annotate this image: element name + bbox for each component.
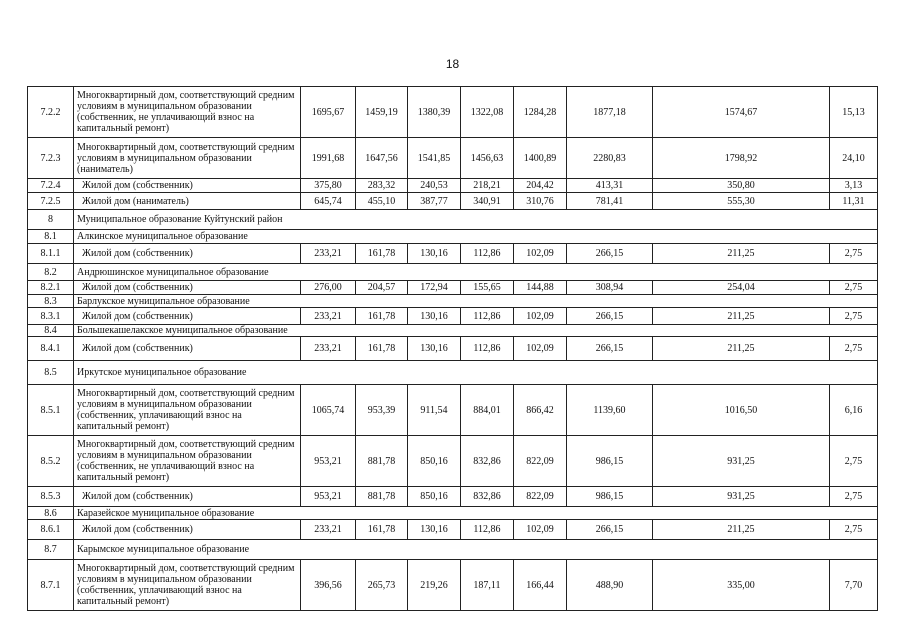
value-cell: 1284,28 (514, 87, 567, 138)
row-number: 8.7 (28, 540, 74, 560)
value-cell: 387,77 (408, 193, 461, 210)
value-cell: 2,75 (830, 487, 878, 507)
value-cell: 265,73 (356, 560, 408, 611)
value-cell: 396,56 (301, 560, 356, 611)
section-row (28, 210, 878, 230)
housing-type: Многоквартирный дом, соответствующий средним условиям в муниципальном образовании (наниматель) (74, 138, 301, 179)
table-row (28, 436, 878, 487)
value-cell: 822,09 (514, 436, 567, 487)
value-cell: 24,10 (830, 138, 878, 179)
value-cell: 102,09 (514, 337, 567, 361)
value-cell: 187,11 (461, 560, 514, 611)
value-cell: 1322,08 (461, 87, 514, 138)
value-cell: 204,42 (514, 179, 567, 193)
table-row (28, 560, 878, 611)
housing-type: Жилой дом (собственник) (74, 487, 301, 507)
value-cell: 866,42 (514, 385, 567, 436)
value-cell: 1695,67 (301, 87, 356, 138)
table-body (28, 87, 878, 611)
section-row (28, 325, 878, 337)
value-cell: 2,75 (830, 520, 878, 540)
table-row (28, 87, 878, 138)
value-cell: 1459,19 (356, 87, 408, 138)
value-cell: 310,76 (514, 193, 567, 210)
section-row (28, 230, 878, 244)
row-number: 8.7.1 (28, 560, 74, 611)
value-cell: 102,09 (514, 244, 567, 264)
table-row (28, 337, 878, 361)
value-cell: 1647,56 (356, 138, 408, 179)
housing-type: Многоквартирный дом, соответствующий средним условиям в муниципальном образовании (собственник, не уплачивающий взнос на капитальный ремонт) (74, 87, 301, 138)
value-cell: 204,57 (356, 281, 408, 295)
row-number: 8.3.1 (28, 308, 74, 325)
value-cell: 283,32 (356, 179, 408, 193)
value-cell: 555,30 (653, 193, 830, 210)
table-row (28, 193, 878, 210)
value-cell: 832,86 (461, 436, 514, 487)
section-title: Иркутское муниципальное образование (74, 361, 878, 385)
section-title: Большекашелакское муниципальное образование (74, 325, 878, 337)
value-cell: 953,39 (356, 385, 408, 436)
value-cell: 822,09 (514, 487, 567, 507)
value-cell: 161,78 (356, 308, 408, 325)
value-cell: 1139,60 (567, 385, 653, 436)
value-cell: 2,75 (830, 436, 878, 487)
value-cell: 1065,74 (301, 385, 356, 436)
section-title: Андрюшинское муниципальное образование (74, 264, 878, 281)
value-cell: 211,25 (653, 337, 830, 361)
value-cell: 2,75 (830, 337, 878, 361)
table-row (28, 487, 878, 507)
housing-type: Жилой дом (собственник) (74, 244, 301, 264)
value-cell: 911,54 (408, 385, 461, 436)
value-cell: 1541,85 (408, 138, 461, 179)
section-title: Каразейское муниципальное образование (74, 507, 878, 520)
value-cell: 233,21 (301, 308, 356, 325)
value-cell: 1456,63 (461, 138, 514, 179)
value-cell: 112,86 (461, 520, 514, 540)
value-cell: 2280,83 (567, 138, 653, 179)
value-cell: 130,16 (408, 520, 461, 540)
section-title: Барлукское муниципальное образование (74, 295, 878, 308)
value-cell: 645,74 (301, 193, 356, 210)
value-cell: 233,21 (301, 244, 356, 264)
value-cell: 881,78 (356, 487, 408, 507)
page-number: 18 (445, 57, 460, 71)
value-cell: 455,10 (356, 193, 408, 210)
value-cell: 986,15 (567, 436, 653, 487)
value-cell: 931,25 (653, 487, 830, 507)
row-number: 7.2.5 (28, 193, 74, 210)
value-cell: 112,86 (461, 308, 514, 325)
row-number: 8.1 (28, 230, 74, 244)
value-cell: 6,16 (830, 385, 878, 436)
table-row (28, 244, 878, 264)
value-cell: 211,25 (653, 520, 830, 540)
value-cell: 931,25 (653, 436, 830, 487)
value-cell: 166,44 (514, 560, 567, 611)
row-number: 8.6.1 (28, 520, 74, 540)
row-number: 8.6 (28, 507, 74, 520)
section-title: Алкинское муниципальное образование (74, 230, 878, 244)
value-cell: 155,65 (461, 281, 514, 295)
value-cell: 219,26 (408, 560, 461, 611)
value-cell: 340,91 (461, 193, 514, 210)
housing-type: Многоквартирный дом, соответствующий средним условиям в муниципальном образовании (собственник, не уплачивающий взнос на капитальный ремонт) (74, 436, 301, 487)
value-cell: 832,86 (461, 487, 514, 507)
value-cell: 144,88 (514, 281, 567, 295)
value-cell: 112,86 (461, 244, 514, 264)
section-title: Муниципальное образование Куйтунский район (74, 210, 878, 230)
row-number: 8.5 (28, 361, 74, 385)
value-cell: 161,78 (356, 520, 408, 540)
tariff-table (27, 86, 878, 611)
value-cell: 308,94 (567, 281, 653, 295)
value-cell: 130,16 (408, 337, 461, 361)
value-cell: 112,86 (461, 337, 514, 361)
housing-type: Жилой дом (собственник) (74, 179, 301, 193)
value-cell: 881,78 (356, 436, 408, 487)
section-row (28, 361, 878, 385)
value-cell: 7,70 (830, 560, 878, 611)
section-row (28, 540, 878, 560)
row-number: 8.2.1 (28, 281, 74, 295)
value-cell: 211,25 (653, 244, 830, 264)
value-cell: 211,25 (653, 308, 830, 325)
row-number: 8.2 (28, 264, 74, 281)
table-row (28, 520, 878, 540)
value-cell: 2,75 (830, 244, 878, 264)
value-cell: 130,16 (408, 244, 461, 264)
value-cell: 953,21 (301, 487, 356, 507)
row-number: 8.4.1 (28, 337, 74, 361)
value-cell: 102,09 (514, 520, 567, 540)
value-cell: 2,75 (830, 308, 878, 325)
value-cell: 254,04 (653, 281, 830, 295)
value-cell: 266,15 (567, 337, 653, 361)
value-cell: 986,15 (567, 487, 653, 507)
value-cell: 266,15 (567, 520, 653, 540)
value-cell: 172,94 (408, 281, 461, 295)
section-row (28, 507, 878, 520)
value-cell: 850,16 (408, 436, 461, 487)
housing-type: Многоквартирный дом, соответствующий средним условиям в муниципальном образовании (собственник, уплачивающий взнос на капитальный ремонт) (74, 385, 301, 436)
value-cell: 1400,89 (514, 138, 567, 179)
value-cell: 781,41 (567, 193, 653, 210)
housing-type: Жилой дом (собственник) (74, 308, 301, 325)
value-cell: 884,01 (461, 385, 514, 436)
housing-type: Многоквартирный дом, соответствующий средним условиям в муниципальном образовании (собственник, уплачивающий взнос на капитальный ремонт) (74, 560, 301, 611)
value-cell: 953,21 (301, 436, 356, 487)
value-cell: 161,78 (356, 337, 408, 361)
value-cell: 11,31 (830, 193, 878, 210)
value-cell: 1574,67 (653, 87, 830, 138)
section-row (28, 264, 878, 281)
table-row (28, 281, 878, 295)
value-cell: 233,21 (301, 337, 356, 361)
value-cell: 375,80 (301, 179, 356, 193)
value-cell: 266,15 (567, 308, 653, 325)
value-cell: 1798,92 (653, 138, 830, 179)
value-cell: 161,78 (356, 244, 408, 264)
row-number: 7.2.2 (28, 87, 74, 138)
value-cell: 1991,68 (301, 138, 356, 179)
row-number: 8.3 (28, 295, 74, 308)
value-cell: 2,75 (830, 281, 878, 295)
row-number: 8.5.1 (28, 385, 74, 436)
value-cell: 218,21 (461, 179, 514, 193)
table-row (28, 179, 878, 193)
housing-type: Жилой дом (собственник) (74, 520, 301, 540)
value-cell: 350,80 (653, 179, 830, 193)
row-number: 8.1.1 (28, 244, 74, 264)
value-cell: 413,31 (567, 179, 653, 193)
value-cell: 266,15 (567, 244, 653, 264)
section-row (28, 295, 878, 308)
row-number: 8.4 (28, 325, 74, 337)
table-row (28, 138, 878, 179)
value-cell: 1380,39 (408, 87, 461, 138)
table-row (28, 308, 878, 325)
value-cell: 276,00 (301, 281, 356, 295)
table-row (28, 385, 878, 436)
value-cell: 1016,50 (653, 385, 830, 436)
housing-type: Жилой дом (собственник) (74, 337, 301, 361)
value-cell: 1877,18 (567, 87, 653, 138)
value-cell: 233,21 (301, 520, 356, 540)
value-cell: 240,53 (408, 179, 461, 193)
section-title: Карымское муниципальное образование (74, 540, 878, 560)
value-cell: 130,16 (408, 308, 461, 325)
value-cell: 102,09 (514, 308, 567, 325)
value-cell: 3,13 (830, 179, 878, 193)
row-number: 8.5.3 (28, 487, 74, 507)
row-number: 7.2.4 (28, 179, 74, 193)
value-cell: 15,13 (830, 87, 878, 138)
housing-type: Жилой дом (собственник) (74, 281, 301, 295)
row-number: 8.5.2 (28, 436, 74, 487)
value-cell: 335,00 (653, 560, 830, 611)
value-cell: 850,16 (408, 487, 461, 507)
row-number: 8 (28, 210, 74, 230)
row-number: 7.2.3 (28, 138, 74, 179)
value-cell: 488,90 (567, 560, 653, 611)
housing-type: Жилой дом (наниматель) (74, 193, 301, 210)
